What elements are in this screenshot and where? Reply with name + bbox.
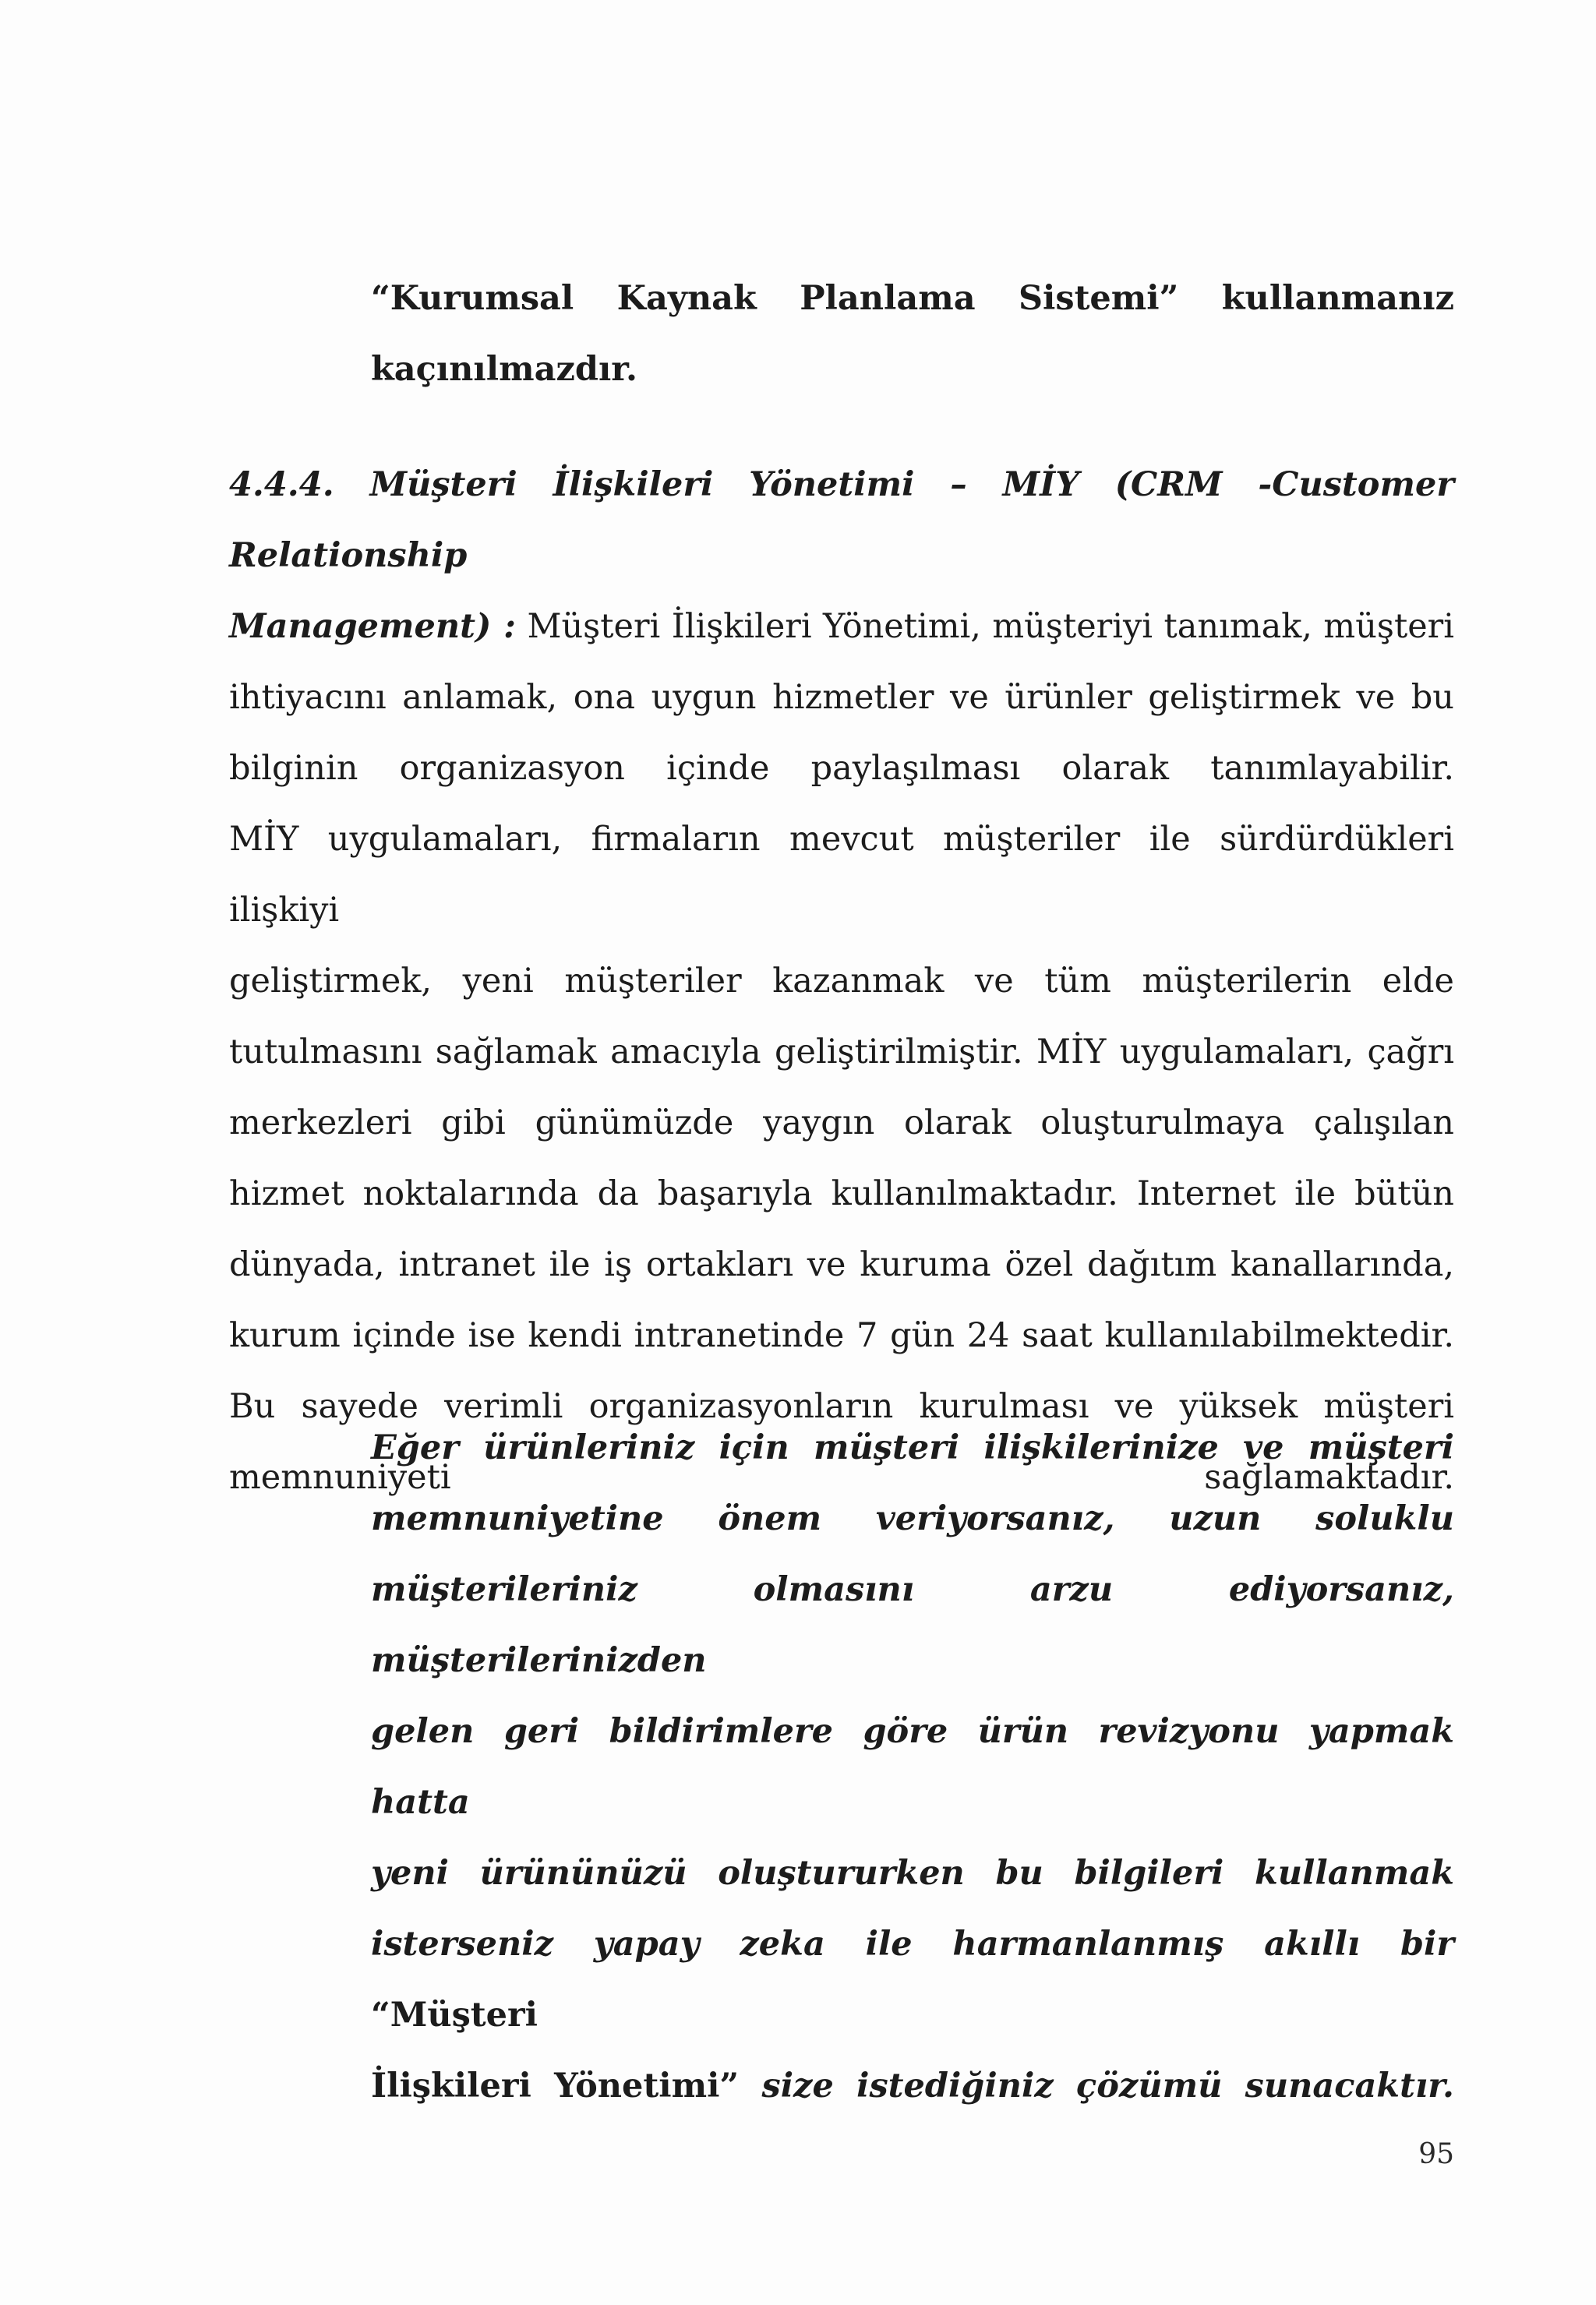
callout-erp <box>371 263 1454 405</box>
section-body-line-1 <box>229 591 1454 662</box>
section-body-line: kurum içinde ise kendi intranetinde 7 gün 24 saat kullanılabilmektedir. <box>229 1316 1454 1355</box>
callout-crm-line: müşterileriniz olmasını arzu ediyorsanız, müşterilerinizden <box>371 1570 1454 1680</box>
section-body-line: bilginin organizasyon içinde paylaşılması olarak tanımlayabilir. <box>229 749 1454 788</box>
section-heading-line-1 <box>229 450 1454 591</box>
callout-crm-line-7 <box>371 2051 1454 2122</box>
callout-crm-line-6 <box>371 1909 1454 2051</box>
callout-crm-line-6-upright: “Müşteri <box>371 1996 538 2035</box>
page-number: 95 <box>1418 2138 1454 2170</box>
callout-crm-line-6-italic: isterseniz yapay zeka ile harmanlanmış akıllı bir <box>371 1925 1454 1964</box>
section-body-line-last: memnuniyeti sağlamaktadır. <box>229 1458 1454 1497</box>
section-heading-number: 4.4.4. <box>229 465 334 504</box>
section-body-line: geliştirmek, yeni müşteriler kazanmak ve tüm müşterilerin elde <box>229 962 1454 1001</box>
section-body-line: MİY uygulamaları, firmaların mevcut müşteriler ile sürdürdükleri ilişkiyi <box>229 820 1454 930</box>
callout-crm-line-7-italic: size istediğiniz çözümü sunacaktır. <box>761 2067 1454 2106</box>
callout-crm-line: yeni ürününüzü oluştururken bu bilgileri kullanmak <box>371 1854 1454 1893</box>
callout-crm-line: Eğer ürünleriniz için müşteri ilişkilerinize ve müşteri <box>371 1428 1454 1467</box>
callout-crm-line: gelen geri bildirimlere göre ürün revizyonu yapmak hatta <box>371 1712 1454 1822</box>
section-body-line: dünyada, intranet ile iş ortakları ve kuruma özel dağıtım kanallarında, <box>229 1245 1454 1284</box>
callout-erp-line-2: kaçınılmazdır. <box>371 350 637 389</box>
callout-crm-line: memnuniyetine önem veriyorsanız, uzun soluklu <box>371 1499 1454 1538</box>
section-body-line: hizmet noktalarında da başarıyla kullanılmaktadır. Internet ile bütün <box>229 1174 1454 1213</box>
section-body-line: ihtiyacını anlamak, ona uygun hizmetler ve ürünler geliştirmek ve bu <box>229 678 1454 717</box>
section-body-line: Bu sayede verimli organizasyonların kurulması ve yüksek müşteri <box>229 1387 1454 1426</box>
section-body-line: merkezleri gibi günümüzde yaygın olarak oluşturulmaya çalışılan <box>229 1103 1454 1142</box>
section-body-line: tutulmasını sağlamak amacıyla geliştirilmiştir. MİY uygulamaları, çağrı <box>229 1032 1454 1071</box>
callout-crm <box>371 1413 1454 2122</box>
section-heading-title-end: Management) : <box>229 607 516 646</box>
section-heading-title: Müşteri İlişkileri Yönetimi – MİY (CRM -Customer Relationship <box>229 465 1454 575</box>
section-body-intro: Müşteri İlişkileri Yönetimi, müşteriyi tanımak, müşteri <box>527 607 1454 646</box>
callout-erp-line-1: “Kurumsal Kaynak Planlama Sistemi” kullanmanız <box>371 279 1454 318</box>
callout-crm-line-7-upright: İlişkileri Yönetimi” <box>371 2067 740 2106</box>
section-crm <box>229 450 1454 1513</box>
